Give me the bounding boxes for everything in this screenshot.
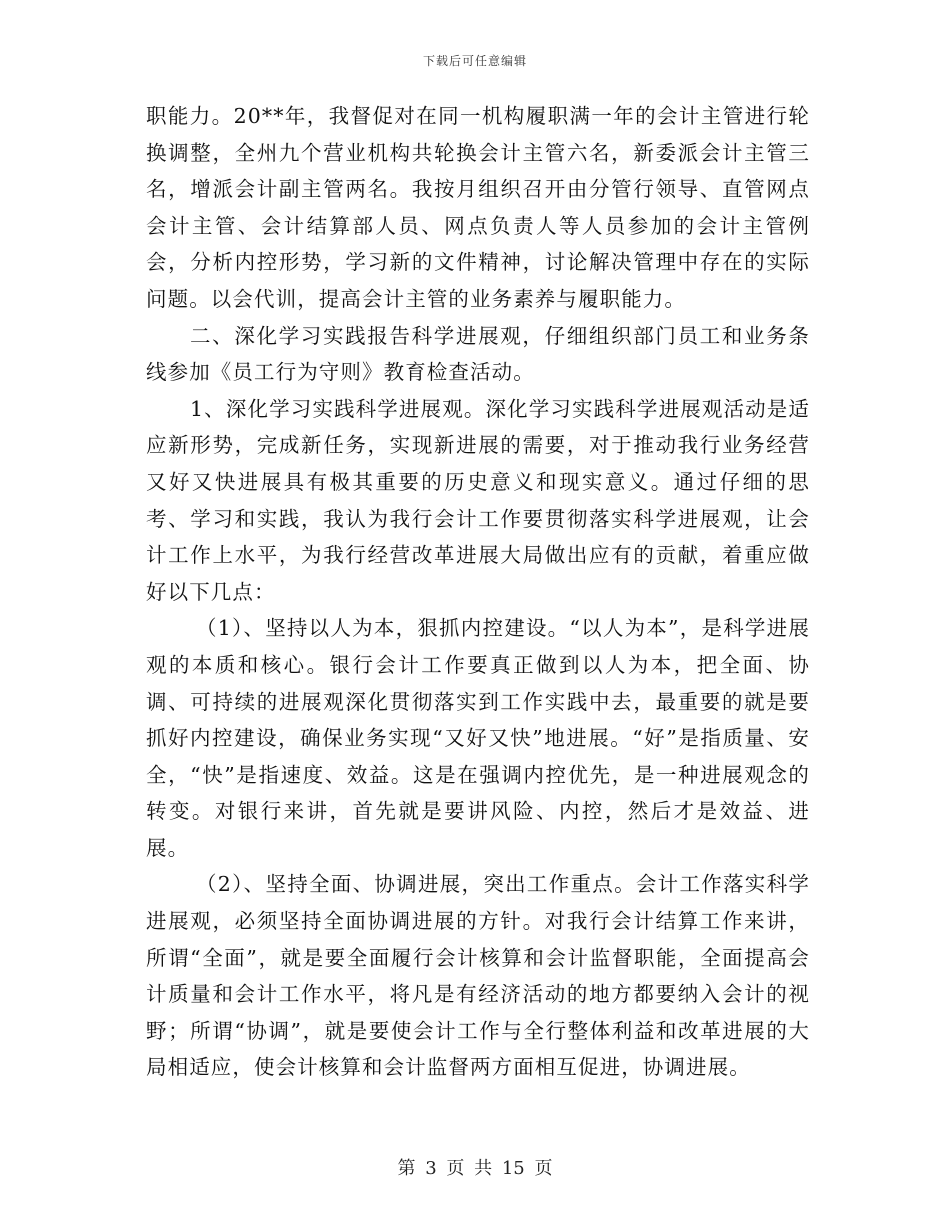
document-body	[146, 98, 810, 1086]
page-header: 下载后可任意编辑	[422, 54, 527, 68]
paragraph-continuation: 职能力。20**年，我督促对在同一机构履职满一年的会计主管进行轮换调整，全州九个营业机构共轮换会计主管六名，新委派会计主管三名，增派会计副主管两名。我按月组织召开由分管行领导、直管网点会计主管、会计结算部人员、网点负责人等人员参加的会计主管例会，分析内控形势，学习新的文件精神，讨论解决管理中存在的实际问题。以会代训，提高会计主管的业务素养与履职能力。	[146, 104, 810, 311]
page-footer: 第 3 页 共 15 页	[397, 1158, 553, 1179]
paragraph-item-1: 1、深化学习实践科学进展观。深化学习实践科学进展观活动是适应新形势，完成新任务，实现新进展的需要，对于推动我行业务经营又好又快进展具有极其重要的历史意义和现实意义。通过仔细的思考、学习和实践，我认为我行会计工作要贯彻落实科学进展观，让会计工作上水平，为我行经营改革进展大局做出应有的贡献，着重应做好以下几点：	[146, 396, 810, 604]
paragraph-subitem-1: （1）、坚持以人为本，狠抓内控建设。“以人为本”，是科学进展观的本质和核心。银行会计工作要真正做到以人为本，把全面、协调、可持续的进展观深化贯彻落实到工作实践中去，最重要的就是要抓好内控建设，确保业务实现“又好又快”地进展。“好”是指质量、安全，“快”是指速度、效益。这是在强调内控优先，是一种进展观念的转变。对银行来讲，首先就是要讲风险、内控，然后才是效益、进展。	[146, 616, 810, 860]
paragraph-subitem-2: （2）、坚持全面、协调进展，突出工作重点。会计工作落实科学进展观，必须坚持全面协调进展的方针。对我行会计结算工作来讲，所谓“全面”，就是要全面履行会计核算和会计监督职能，全面提高会计质量和会计工作水平，将凡是有经济活动的地方都要纳入会计的视野；所谓“协调”，就是要使会计工作与全行整体利益和改革进展的大局相适应，使会计核算和会计监督两方面相互促进，协调进展。	[146, 872, 810, 1080]
section-heading-2: 二、深化学习实践报告科学进展观，仔细组织部门员工和业务条线参加《员工行为守则》教育检查活动。	[146, 323, 810, 385]
